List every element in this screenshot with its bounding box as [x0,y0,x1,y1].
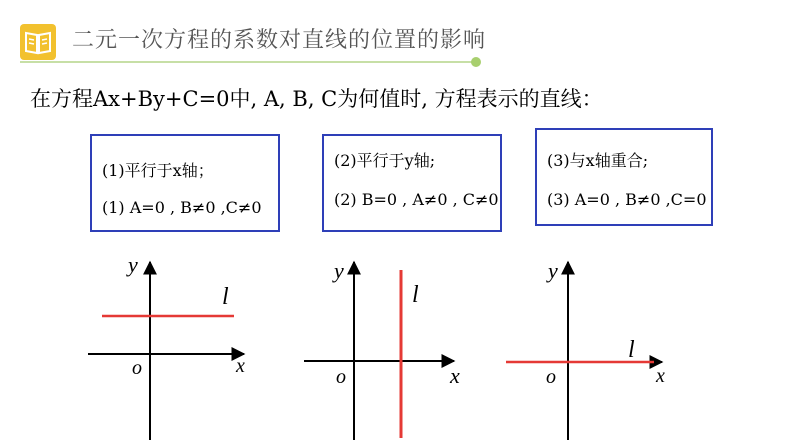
graph-3-y-label: y [548,258,558,283]
graph-2-x-label: x [450,363,460,388]
graph-3-origin-label: o [546,366,556,388]
graph-2 [304,258,460,440]
graph-2-line-label: l [412,282,419,308]
graph-1-y-label: y [128,252,138,277]
graph-1 [88,252,245,440]
page-title: 二元一次方程的系数对直线的位置的影响 [72,28,487,53]
case-1-title: (1)平行于x轴； [102,161,214,180]
graph-1-x-label: x [236,355,245,377]
case-3-title: (3)与x轴重合; [547,151,649,170]
case-2-title: (2)平行于y轴; [334,151,436,170]
graph-3-x-label: x [656,365,665,387]
graph-3-line-label: l [628,337,635,363]
graph-3 [506,258,665,440]
graph-2-origin-label: o [336,366,346,388]
case-1-condition: (1) A=0 , B≠0 ,C≠0 [102,198,262,217]
graph-1-line-label: l [222,284,229,310]
graph-2-y-label: y [334,258,344,283]
question-text: 在方程Ax+By+C=0中, A, B, C为何值时, 方程表示的直线： [30,87,603,111]
case-3-condition: (3) A=0 , B≠0 ,C=0 [547,190,707,209]
case-2-condition: (2) B=0 , A≠0 , C≠0 [334,190,499,209]
graph-1-origin-label: o [132,357,142,379]
